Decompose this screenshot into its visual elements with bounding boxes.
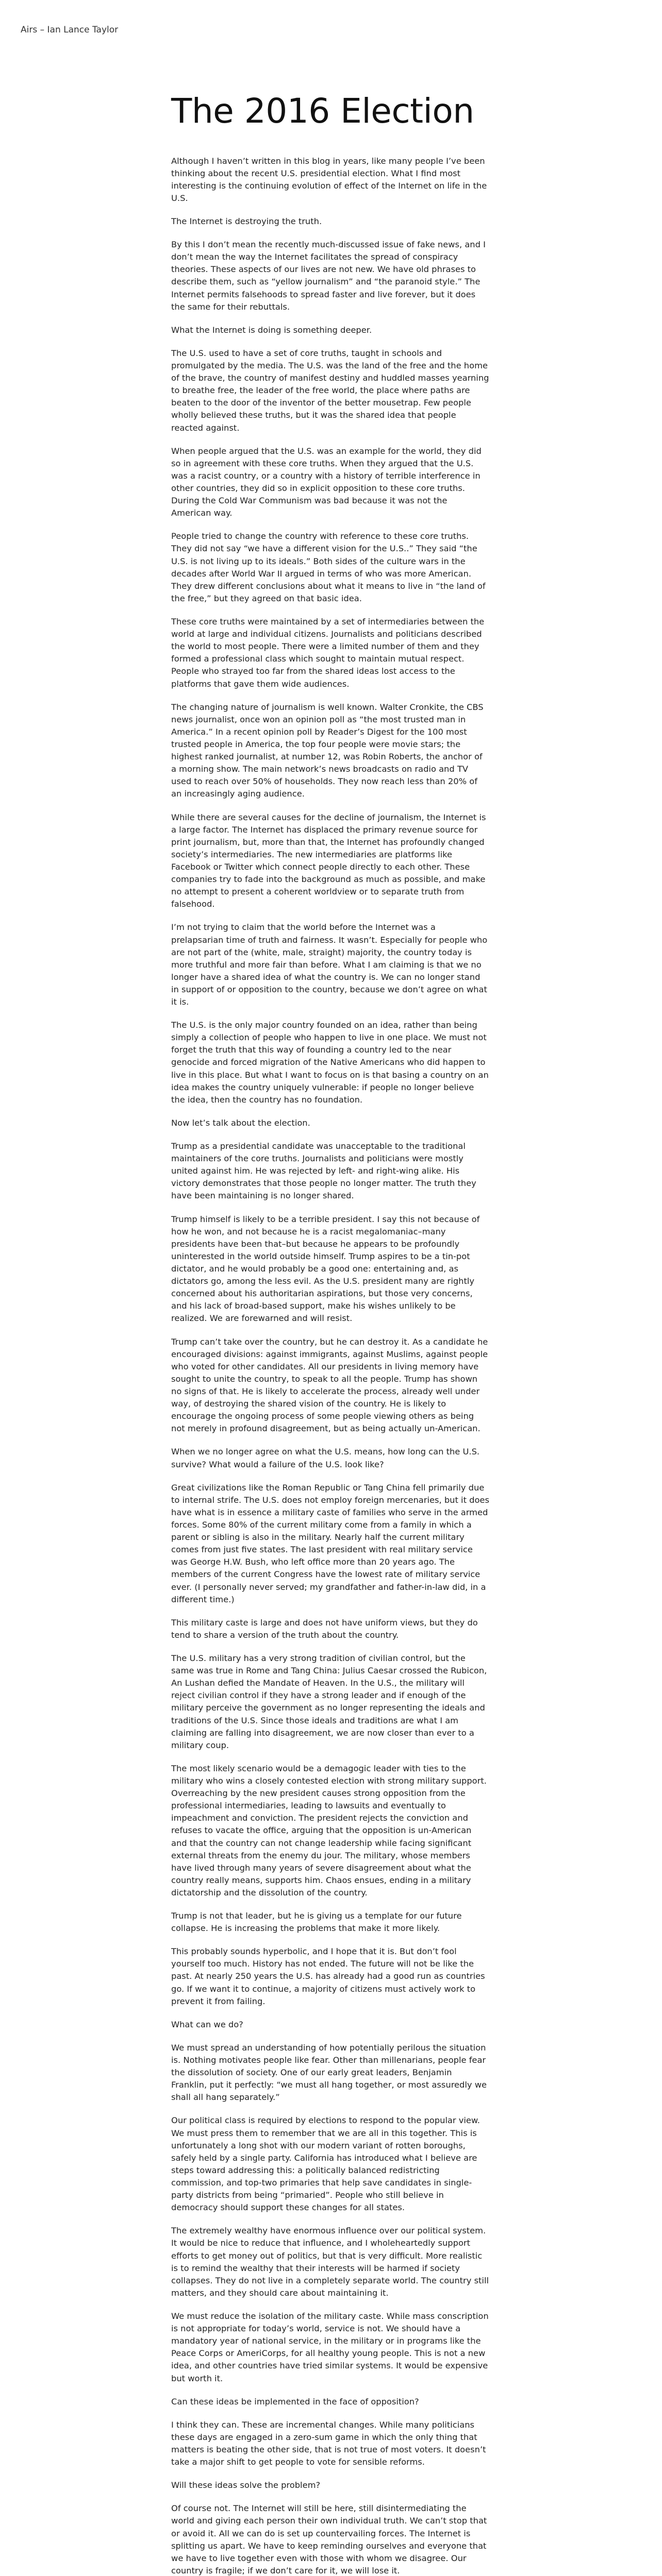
post-paragraph: Our political class is required by elections to respond to the popular view. We must press them to remember that we are all in this together. This is unfortunately a long shot with our modern variant of rotten boroughs, safely held by a single party. California has introduced what I believe are steps toward addressing this: a politically balanced redistricting commission, and top-two primaries that help save candidates in single-party districts from being “primaried”. People who still believe in democracy should support these changes for all states.	[171, 2115, 480, 2213]
post-paragraph: Will these ideas solve the problem?	[171, 2480, 321, 2490]
post-paragraph: What the Internet is doing is something deeper.	[171, 325, 372, 335]
post-paragraph: Of course not. The Internet will still be here, still disintermediating the world and giving each person their own individual truth. We can’t stop that or avoid it. All we can do is set up countervailing forces. The Internet is splitting us apart. We have to keep reminding ourselves and everyone that we have to live together even with those with whom we disagree. Our country is fragile; if we don’t care for it, we will lose it.	[171, 2503, 487, 2575]
post-paragraph: The U.S. military has a very strong tradition of civilian control, but the same was true in Rome and Tang China: Julius Caesar crossed the Rubicon, An Lushan defied the Mandate of Heaven. In the U.S., the military will reject civilian control if they have a strong leader and if enough of the military perceive the government as no longer representing the ideals and traditions of the U.S. Since those ideals and traditions are what I am claiming are falling into disagreement, we are now closer than ever to a military coup.	[171, 1653, 487, 1750]
post-paragraph: Trump as a presidential candidate was unacceptable to the traditional maintainers of the core truths. Journalists and politicians were mostly united against him. He was rejected by left- and right-wing alike. His victory demonstrates that those people no longer matter. The truth they have been maintaining is no longer shared.	[171, 1141, 476, 1201]
post-paragraph: Can these ideas be implemented in the face of opposition?	[171, 2396, 419, 2406]
post-title: The 2016 Election	[171, 91, 474, 131]
site-title-link[interactable]: Airs – Ian Lance Taylor	[21, 25, 119, 35]
post-paragraph: What can we do?	[171, 2019, 243, 2029]
post-paragraph: The U.S. is the only major country founded on an idea, rather than being simply a collection of people who happen to live in one place. We must not forget the truth that this way of founding a country led to the near genocide and forced migration of the Native Americans who did happen to live in this place. But what I want to focus on is that basing a country on an idea makes the country uniquely vulnerable: if people no longer believe the idea, then the country has no foundation.	[171, 1020, 489, 1105]
post-paragraph: Although I haven’t written in this blog in years, like many people I’ve been thinking about the recent U.S. presidential election. What I find most interesting is the continuing evolution of effect of the Internet on life in the U.S.	[171, 156, 487, 203]
post-paragraph: We must reduce the isolation of the military caste. While mass conscription is not appropriate for today’s world, service is not. We should have a mandatory year of national service, in the military or in programs like the Peace Corps or AmeriCorps, for all healthy young people. This is not a new idea, and other countries have tried similar systems. It would be expensive but worth it.	[171, 2311, 489, 2383]
post-paragraph: The extremely wealthy have enormous influence over our political system. It would be nice to reduce that influence, and I wholeheartedly support efforts to get money out of politics, but that is very difficult. More realistic is to remind the wealthy that their interests will be harmed if society collapses. They do not live in a completely separate world. The country still matters, and they should care about maintaining it.	[171, 2226, 489, 2298]
post-paragraph: Trump is not that leader, but he is giving us a template for our future collapse. He is increasing the problems that make it more likely.	[171, 1911, 462, 1934]
post-paragraph: Now let’s talk about the election.	[171, 1117, 310, 1128]
post-paragraph: Trump himself is likely to be a terrible president. I say this not because of how he won, and not because he is a racist megalomaniac–many presidents have been that–but because he appears to be profoundly uninterested in the world outside himself. Trump aspires to be a tin-pot dictator, and he would probably be a good one: entertaining and, as dictators go, among the less evil. As the U.S. president many are rightly concerned about his authoritarian aspirations, but those very concerns, and his lack of broad-based support, make his wishes unlikely to be realized. We are forewarned and will resist.	[171, 1214, 480, 1324]
post-body	[171, 155, 490, 2576]
post-paragraph: We must spread an understanding of how potentially perilous the situation is. Nothing motivates people like fear. Other than millenarians, people fear the dissolution of society. One of our early great leaders, Benjamin Franklin, put it perfectly: “we must all hang together, or most assuredly we shall all hang separately.”	[171, 2042, 487, 2103]
post-paragraph: These core truths were maintained by a set of intermediaries between the world at large and individual citizens. Journalists and politicians described the world to most people. There were a limited number of them and they formed a professional class which sought to maintain mutual respect. People who strayed too far from the shared ideas lost access to the platforms that gave them wide audiences.	[171, 616, 485, 689]
blog-post	[171, 93, 490, 2576]
post-paragraph: I think they can. These are incremental changes. While many politicians these days are engaged in a zero-sum game in which the only thing that matters is beating the other side, that is not true of most voters. It doesn’t take a major shift to get people to vote for sensible reforms.	[171, 2419, 486, 2467]
post-paragraph: The changing nature of journalism is well known. Walter Cronkite, the CBS news journalist, once won an opinion poll as “the most trusted man in America.” In a recent opinion poll by Reader’s Digest for the 100 most trusted people in America, the top four people were movie stars; the highest ranked journalist, at number 12, was Robin Roberts, the anchor of a morning show. The main network’s news broadcasts on radio and TV used to reach over 50% of households. They now reach less than 20% of an increasingly aging audience.	[171, 702, 484, 799]
post-paragraph: This military caste is large and does not have uniform views, but they do tend to share a version of the truth about the country.	[171, 1617, 478, 1640]
post-paragraph: When we no longer agree on what the U.S. means, how long can the U.S. survive? What would a failure of the U.S. look like?	[171, 1447, 480, 1469]
post-paragraph: This probably sounds hyperbolic, and I hope that it is. But don’t fool yourself too much. History has not ended. The future will not be like the past. At nearly 250 years the U.S. has already had a good run as countries go. If we want it to continue, a majority of citizens must actively work to prevent it from failing.	[171, 1946, 485, 2006]
post-paragraph: People tried to change the country with reference to these core truths. They did not say “we have a different vision for the U.S..” They said “the U.S. is not living up to its ideals.” Both sides of the culture wars in the decades after World War II argued in terms of who was more American. They drew different conclusions about what it means to live in “the land of the free,” but they agreed on that basic idea.	[171, 531, 486, 603]
post-paragraph: While there are several causes for the decline of journalism, the Internet is a large factor. The Internet has displaced the primary revenue source for print journalism, but, more than that, the Internet has profoundly changed society’s intermediaries. The new intermediaries are platforms like Facebook or Twitter which connect people directly to each other. These companies try to fade into the background as much as possible, and make no attempt to present a coherent worldview or to separate truth from falsehood.	[171, 812, 486, 909]
post-paragraph: When people argued that the U.S. was an example for the world, they did so in agreement with these core truths. When they argued that the U.S. was a racist country, or a country with a history of terrible interference in other countries, they did so in explicit opposition to these core truths. During the Cold War Communism was bad because it was not the American way.	[171, 446, 482, 518]
post-paragraph: By this I don’t mean the recently much-discussed issue of fake news, and I don’t mean the way the Internet facilitates the spread of conspiracy theories. These aspects of our lives are not new. We have old phrases to describe them, such as “yellow journalism” and “the paranoid style.” The Internet permits falsehoods to spread faster and live forever, but it does the same for their rebuttals.	[171, 240, 486, 312]
post-paragraph: I’m not trying to claim that the world before the Internet was a prelapsarian time of truth and fairness. It wasn’t. Especially for people who are not part of the (white, male, straight) majority, the country today is more truthful and more fair than before. What I am claiming is that we no longer have a shared idea of what the country is. We can no longer stand in support of or opposition to the country, because we don’t agree on what it is.	[171, 922, 488, 1007]
post-paragraph: The most likely scenario would be a demagogic leader with ties to the military who wins a closely contested election with strong military support. Overreaching by the new president causes strong opposition from the professional intermediaries, leading to lawsuits and eventually to impeachment and conviction. The president rejects the conviction and refuses to vacate the office, arguing that the opposition is un-American and that the country can not change leadership while facing significant external threats from the enemy du jour. The military, whose members have lived through many years of severe disagreement about what the country really means, supports him. Chaos ensues, ending in a military dictatorship and the dissolution of the country.	[171, 1763, 487, 1897]
post-paragraph: The Internet is destroying the truth.	[171, 216, 322, 227]
post-paragraph: Trump can’t take over the country, but he can destroy it. As a candidate he encouraged divisions: against immigrants, against Muslims, against people who voted for other candidates. All our presidents in living memory have sought to unite the country, to speak to all the people. Trump has shown no signs of that. He is likely to accelerate the process, already well under way, of destroying the shared vision of the country. He is likely to encourage the ongoing process of some people viewing others as being not merely in profound disagreement, but as being actually un-American.	[171, 1336, 488, 1434]
site-header	[21, 25, 118, 35]
post-paragraph: The U.S. used to have a set of core truths, taught in schools and promulgated by the media. The U.S. was the land of the free and the home of the brave, the country of manifest destiny and huddled masses yearning to breathe free, the leader of the free world, the place where paths are beaten to the door of the inventor of the better mousetrap. Few people wholly believed these truths, but it was the shared idea that people reacted against.	[171, 348, 489, 433]
post-paragraph: Great civilizations like the Roman Republic or Tang China fell primarily due to internal strife. The U.S. does not employ foreign mercenaries, but it does have what is in essence a military caste of families who serve in the armed forces. Some 80% of the current military come from a family in which a parent or sibling is also in the military. Nearly half the current military comes from just five states. The last president with real military service was George H.W. Bush, who left office more than 20 years ago. The members of the current Congress have the lowest rate of military service ever. (I personally never served; my grandfather and father-in-law did, in a different time.)	[171, 1482, 489, 1604]
